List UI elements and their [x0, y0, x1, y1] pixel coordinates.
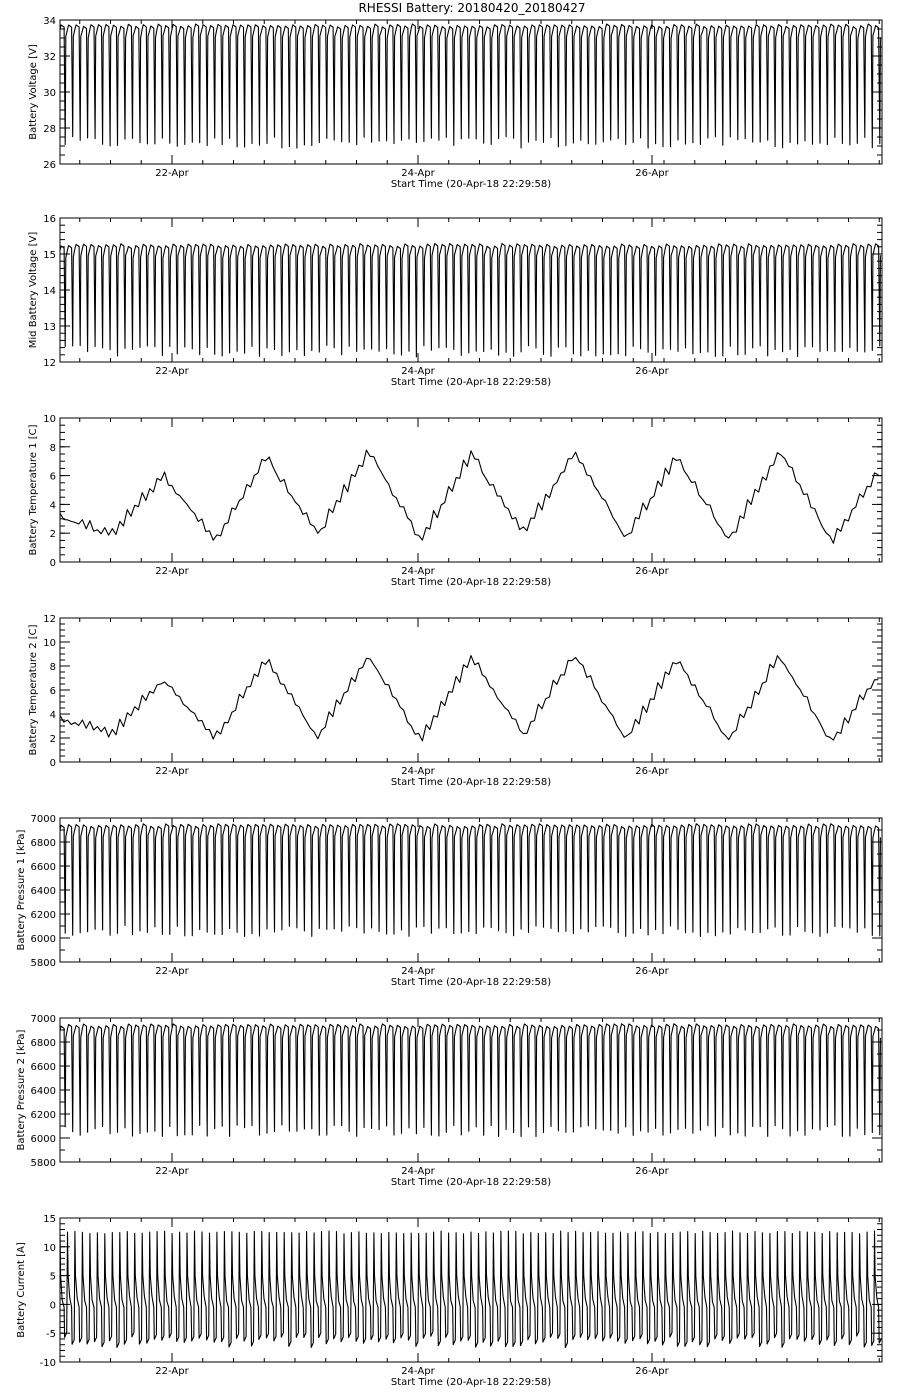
data-trace: [60, 450, 878, 543]
x-tick-label: 26-Apr: [635, 168, 669, 179]
y-tick-label: 0: [49, 558, 56, 569]
y-tick-label: 0: [49, 758, 56, 769]
panel-battery-pressure-2: [16, 1014, 882, 1188]
x-tick-label: 26-Apr: [635, 566, 669, 577]
y-axis-label: Battery Current [A]: [16, 1242, 27, 1338]
y-tick-label: 6: [49, 686, 56, 697]
data-trace: [60, 244, 880, 357]
y-tick-label: 13: [43, 322, 56, 333]
x-tick-label: 24-Apr: [401, 766, 435, 777]
x-tick-label: 26-Apr: [635, 1166, 669, 1177]
data-trace: [60, 656, 878, 741]
y-tick-label: 32: [43, 52, 56, 63]
x-tick-label: 24-Apr: [401, 966, 435, 977]
y-tick-label: 5: [49, 1271, 56, 1283]
x-tick-label: 22-Apr: [155, 168, 189, 179]
x-tick-label: 22-Apr: [155, 966, 189, 977]
x-tick-label: 24-Apr: [401, 566, 435, 577]
x-axis-label: Start Time (20-Apr-18 22:29:58): [390, 577, 552, 588]
y-tick-label: 8: [49, 442, 56, 454]
x-tick-label: 26-Apr: [635, 766, 669, 777]
y-tick-label: 28: [43, 124, 56, 135]
x-axis-label: Start Time (20-Apr-18 22:29:58): [390, 377, 552, 388]
y-tick-label: 10: [43, 1242, 56, 1254]
y-tick-label: 6200: [30, 910, 56, 921]
x-axis-label: Start Time (20-Apr-18 22:29:58): [390, 777, 552, 788]
data-trace: [60, 24, 880, 148]
y-tick-label: 12: [43, 614, 56, 625]
x-tick-label: 22-Apr: [155, 366, 189, 377]
y-tick-label: 12: [43, 358, 56, 369]
y-tick-label: 6600: [30, 1062, 56, 1073]
y-tick-label: 16: [43, 214, 56, 225]
panel-mid-battery-voltage: [28, 214, 882, 388]
y-axis-label: Battery Temperature 1 [C]: [28, 424, 39, 556]
y-axis-label: Battery Pressure 2 [kPa]: [16, 1029, 27, 1151]
x-tick-label: 22-Apr: [155, 1166, 189, 1177]
y-tick-label: 5800: [30, 1158, 56, 1169]
data-trace: [60, 1231, 881, 1348]
plot-frame: [60, 218, 882, 362]
y-tick-label: 4: [49, 710, 56, 721]
y-tick-label: 6200: [30, 1110, 56, 1121]
x-tick-label: 22-Apr: [155, 566, 189, 577]
y-axis-label: Battery Temperature 2 [C]: [28, 624, 39, 756]
y-tick-label: 15: [43, 250, 56, 261]
y-tick-label: 6000: [30, 1134, 56, 1145]
x-axis-label: Start Time (20-Apr-18 22:29:58): [390, 977, 552, 988]
y-tick-label: 6: [49, 471, 56, 483]
y-tick-label: 7000: [30, 1014, 56, 1025]
y-tick-label: 14: [43, 286, 56, 297]
y-tick-label: 6600: [30, 862, 56, 873]
x-tick-label: 24-Apr: [401, 1166, 435, 1177]
data-trace: [60, 1024, 880, 1137]
y-tick-label: 6400: [30, 1086, 56, 1097]
x-tick-label: 26-Apr: [635, 1366, 669, 1377]
x-axis-label: Start Time (20-Apr-18 22:29:58): [390, 1377, 552, 1388]
y-tick-label: 6400: [30, 886, 56, 897]
x-tick-label: 24-Apr: [401, 366, 435, 377]
x-tick-label: 24-Apr: [401, 168, 435, 179]
y-tick-label: -10: [39, 1358, 56, 1369]
y-axis-label: Battery Pressure 1 [kPa]: [16, 829, 27, 951]
y-tick-label: 10: [43, 414, 56, 425]
y-tick-label: 6800: [30, 838, 56, 849]
y-tick-label: -5: [46, 1329, 56, 1341]
y-tick-label: 2: [49, 734, 56, 745]
data-trace: [60, 824, 880, 937]
y-tick-label: 8: [49, 662, 56, 673]
y-axis-label: Mid Battery Voltage [V]: [28, 231, 39, 349]
panel-battery-voltage: [28, 16, 882, 190]
x-tick-label: 26-Apr: [635, 366, 669, 377]
y-axis-label: Battery Voltage [V]: [28, 44, 39, 140]
y-tick-label: 4: [49, 500, 56, 512]
x-axis-label: Start Time (20-Apr-18 22:29:58): [390, 179, 552, 190]
y-tick-label: 26: [43, 160, 56, 171]
x-axis-label: Start Time (20-Apr-18 22:29:58): [390, 1177, 552, 1188]
y-tick-label: 15: [43, 1214, 56, 1225]
y-tick-label: 6800: [30, 1038, 56, 1049]
x-tick-label: 26-Apr: [635, 966, 669, 977]
x-tick-label: 22-Apr: [155, 1366, 189, 1377]
y-tick-label: 7000: [30, 814, 56, 825]
panel-battery-pressure-1: [16, 814, 882, 988]
y-tick-label: 30: [43, 88, 56, 99]
panel-battery-temperature-2: [28, 614, 882, 788]
y-tick-label: 5800: [30, 958, 56, 969]
y-tick-label: 10: [43, 638, 56, 649]
panel-battery-current: [16, 1214, 882, 1388]
y-tick-label: 0: [49, 1300, 56, 1312]
panel-battery-temperature-1: [28, 414, 882, 588]
x-tick-label: 22-Apr: [155, 766, 189, 777]
y-tick-label: 2: [49, 529, 56, 541]
x-tick-label: 24-Apr: [401, 1366, 435, 1377]
figure-title: RHESSI Battery: 20180420_20180427: [358, 1, 586, 15]
y-tick-label: 6000: [30, 934, 56, 945]
plot-frame: [60, 618, 882, 762]
y-tick-label: 34: [43, 16, 56, 27]
